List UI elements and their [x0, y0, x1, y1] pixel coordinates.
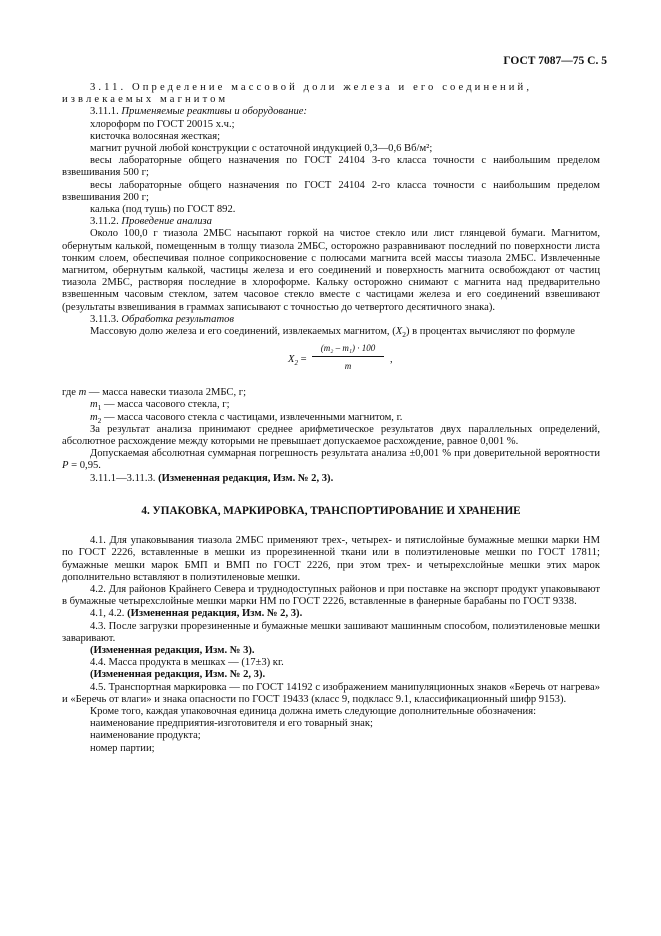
page-header: ГОСТ 7087—75 С. 5 [503, 55, 607, 67]
reagents-number: 3.11.1. [90, 106, 119, 118]
reagents-heading [62, 106, 600, 118]
where-line [62, 387, 600, 399]
error-note-b: = 0,95. [68, 460, 101, 472]
results-var-sub: 2 [402, 330, 406, 340]
where-text: — масса навески тиазола 2МБС, г; [86, 387, 247, 399]
results-paragraph [62, 326, 600, 338]
reagents-title: Применяемые реактивы и оборудование: [121, 106, 308, 118]
result-note: За результат анализа принимают среднее арифметическое результатов двух параллельных определений, абсолютное расхождение между которыми не превышает допускаемое расхождение, равное 0,001 %. [62, 423, 600, 448]
reagent-item: весы лабораторные общего назначения по ГОСТ 24104 3-го класса точности с наибольшим пределом взвешивания 500 г; [62, 155, 600, 179]
revision-4-3: (Измененная редакция, Изм. № 3). [90, 644, 255, 656]
paragraph-4-5-continued: Кроме того, каждая упаковочная единица должна иметь следующие дополнительные обозначения: [90, 705, 537, 717]
revision-text: (Измененная редакция, Изм. № 2, 3). [127, 608, 303, 620]
paragraph-4-4: 4.4. Масса продукта в мешках — (17±3) кг. [90, 657, 284, 669]
formula-lhs-var: X [288, 354, 295, 366]
marking-item: номер партии; [90, 742, 155, 754]
marking-item: наименование предприятия-изготовителя и его товарный знак; [90, 718, 373, 730]
m1-text: — масса часового стекла, г; [101, 399, 230, 411]
formula [62, 341, 600, 385]
revision-prefix: 4.1, 4.2. [90, 608, 128, 620]
reagent-item: магнит ручной любой конструкции с остаточной индукцией 0,3—0,6 Вб/м²; [90, 143, 433, 155]
revision-4-1-4-2 [62, 608, 600, 620]
m2-sub: 2 [97, 415, 102, 425]
formula-numerator: (m₂ – m₁) · 100 [312, 342, 384, 357]
revision-4-4: (Измененная редакция, Изм. № 2, 3). [90, 669, 266, 681]
revision-range: 3.11.1—3.11.3. [90, 472, 159, 484]
m2-text: — масса часового стекла с частицами, извлеченными магнитом, г. [101, 411, 403, 423]
error-note [62, 448, 600, 472]
revision-text: (Измененная редакция, Изм. № 2, 3). [158, 472, 334, 484]
reagent-item: калька (под тушь) по ГОСТ 892. [90, 204, 236, 216]
reagent-item: кисточка волосяная жесткая; [90, 130, 221, 142]
document-body [62, 82, 600, 755]
analysis-paragraph: Около 100,0 г тиазола 2МБС насыпают горкой на чистое стекло или лист глянцевой бумаги. Магнитом, обернутым калькой, помещенным в толщу тиазола 2МБС, осторожно разравнивают последний по поверхности листа тонким слоем, обеспечивая полное соприкосновение с полюсами магнита всей массы тиазола 2МБС. Извлеченные магнитом, обернутым калькой, частицы железа и его соединений и поверхность магнита освобождают от частиц тиазола 2МБС, растворяя последние в хлороформе. Кальку осторожно снимают с магнита над предварительно взвешенным часовым стеклом, затем часовое стекло вместе с частицами железа и его соединений взвешивают (результаты взвешивания в граммах записывают с точностью до четвертого десятичного знака). [62, 228, 600, 313]
formula-comma: , [390, 354, 393, 366]
paragraph-4-1: 4.1. Для упаковывания тиазола 2МБС применяют трех-, четырех- и пятислойные бумажные мешки марки НМ по ГОСТ 2226, вставленные в мешки из прорезиненной ткани или в полиэтиленовые мешки по ГОСТ 17811; бумажные мешки марок БМП и ВМП по ГОСТ 2226, при этом трех- и четырехслойные мешки этих марок дополнительно вставляют в полиэтиленовые мешки. [62, 535, 600, 583]
section-3-11-title-line-1: 3.11. Определение массовой доли железа и его соединений, [90, 82, 533, 93]
paragraph-4-2: 4.2. Для районов Крайнего Севера и труднодоступных районов и при поставке на экспорт продукт упаковывают в бумажные четырехслойные мешки марки НМ по ГОСТ 2226, вставленные в фанерные барабаны по ГОСТ 9338. [62, 583, 600, 608]
analysis-title: Проведение анализа [121, 216, 212, 228]
revision-3-11 [62, 473, 600, 485]
results-var: X [395, 326, 403, 338]
reagent-item: хлороформ по ГОСТ 20015 х.ч.; [90, 118, 235, 130]
paragraph-4-3: 4.3. После загрузки прорезиненные и бумажные мешки зашивают машинным способом, полиэтиленовые мешки заваривают. [62, 620, 600, 644]
results-text-b: ) в процентах вычисляют по формуле [405, 326, 575, 338]
paragraph-4-5: 4.5. Транспортная маркировка — по ГОСТ 14192 с изображением манипуляционных знаков «Беречь от нагрева» и «Беречь от влаги» и знака опасности по ГОСТ 19433 (класс 9, подкласс 9.1, классификационный шифр 9153). [62, 681, 600, 705]
error-note-p: P [62, 460, 69, 472]
results-text-a: Массовую долю железа и его соединений, извлекаемых магнитом, ( [90, 326, 396, 338]
m2-line [62, 412, 600, 424]
results-heading [62, 314, 600, 326]
where-prefix: где [62, 387, 79, 399]
analysis-number: 3.11.2. [90, 216, 119, 228]
m1-line [62, 399, 600, 411]
results-number: 3.11.3. [90, 313, 119, 325]
formula-equals: = [297, 354, 307, 366]
formula-lhs [288, 354, 307, 366]
error-note-a: Допускаемая абсолютная суммарная погрешность результата анализа ±0,001 % при доверительной вероятности [90, 448, 600, 460]
formula-denominator: m [344, 361, 352, 372]
formula-fraction [312, 342, 384, 372]
section-4-title: 4. УПАКОВКА, МАРКИРОВКА, ТРАНСПОРТИРОВАНИЕ И ХРАНЕНИЕ [141, 504, 521, 517]
section-3-11-title-line-2: извлекаемых магнитом [62, 94, 229, 106]
where-var: m [78, 387, 87, 399]
marking-item: наименование продукта; [90, 730, 201, 742]
m1-var: m [90, 399, 98, 411]
reagent-item: весы лабораторные общего назначения по ГОСТ 24104 2-го класса точности с наибольшим пределом взвешивания 200 г; [62, 179, 600, 203]
analysis-heading [62, 216, 600, 228]
m1-sub: 1 [97, 403, 102, 413]
formula-lhs-sub: 2 [294, 359, 298, 368]
m2-var: m [90, 411, 98, 423]
results-title: Обработка результатов [121, 313, 235, 325]
